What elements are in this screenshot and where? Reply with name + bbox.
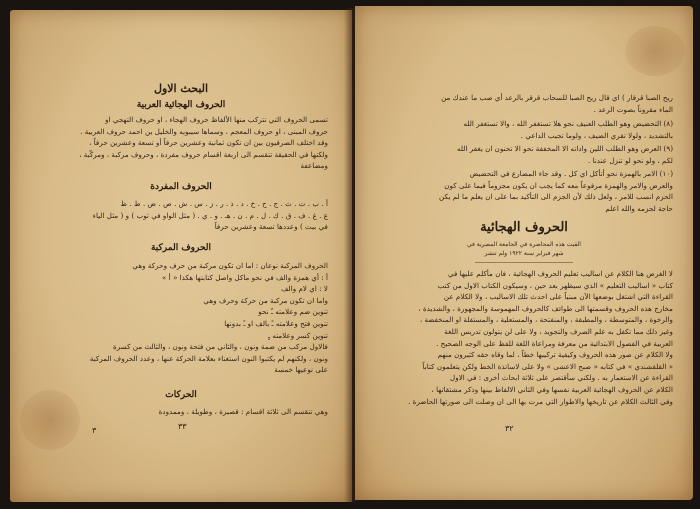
- text-line: تنوين فتح وعلامته ـً بالف او ـً بدونها: [224, 318, 328, 328]
- text-line: الحروف المركبة نوعان : اما ان تكون مركبة من حرف وحركة وهي: [132, 261, 328, 270]
- text-line: وفي الثالث الكلام عن تاريخها والاطوار التي مرت بها الى ان وصلت الى صورتها الحاضرة .: [408, 396, 673, 406]
- text-line: (١٠) الامر بالهمزة نحو أتأكل اي كل . وقد جاء المضارع في التحضيض: [469, 169, 673, 178]
- section-heading-compound: الحروف المركبة: [150, 243, 212, 253]
- text-line: القراءة التي اشتغل بوضعها الآن مبنياً على احدث تلك الاساليب ، ولا الكلام عن: [443, 292, 673, 302]
- compound-letters-block: [38, 260, 328, 376]
- text-line: « القلقشندي » في كتابه « صبح الاعشى » ولا على لاساتذة الخط ولكن يتعلمون كتاباً: [422, 361, 673, 371]
- text-line: أ . ب . ت . ث . ج . ح . خ . د . ذ . ر . ز . س . ش . ص . ض . ط . ظ: [120, 199, 328, 208]
- text-line: وغير ذلك مما تكفل به علم الصرف والتجويد ، ولا على لن يتولون تدريس اللغة: [444, 326, 673, 336]
- text-line: تنوين ضم وعلامته ـٌ نحو: [258, 307, 328, 317]
- text-line: ولا الكلام عن صور هذه الحروف وكيفية تركيبها خطاً ، لما وقاه حقه كثيرون منهم: [437, 350, 673, 360]
- text-line: الحزم انسب للامر ، ولعل ذلك لأن الجزم الى التأكيد بما على ان يعلم ما لم يكن: [439, 192, 673, 202]
- text-line: أ : أي همزة والف في نحو ماكل واصل كتابتها هكذا « أ »: [162, 272, 328, 282]
- text-line: مخارج هذه الحروف وقسمتها الى طوائف كالحروف المهموسة والمجهورة ، والشديدة ،: [418, 303, 673, 313]
- text-line: على نوعيها خمسة: [274, 365, 328, 375]
- left-page: [10, 10, 352, 502]
- page-number-left-secondary: ٣: [92, 426, 97, 435]
- item-9-block: [377, 143, 673, 166]
- text-line: وقد اختلف الصرفيون بين ان تكون ثمانية وعشرين حرفاً أو تسعة وعشرين حرفاً ،: [89, 138, 328, 148]
- note-line: القيت هذه المحاضرة في الجامعة المصرية في: [467, 241, 581, 248]
- text-line: والعرض والامر والهمزة مرفوعاً معه كما يجب ان يكون مجزوماً فيما على كون: [444, 180, 673, 190]
- text-line: في بيت ) وعددها تسعة وعشرين حرفاً: [214, 222, 328, 232]
- text-line: لا : اي لام والف: [281, 284, 328, 294]
- continuation-block: [377, 92, 673, 115]
- text-line: حاجة لجزمه والله اعلم: [605, 203, 673, 213]
- text-line: ومضاعفة: [300, 161, 328, 171]
- text-line: تنوين كسر وعلامته ـٍ: [267, 330, 328, 340]
- text-line: لكم ، ولو نحو لو تنزل عندنا .: [588, 155, 673, 165]
- text-line: (٩) العرض وهو الطلب اللين واداته الا المخففة نحو الا تحنون ان يغفر الله: [457, 144, 673, 153]
- item-8-block: [377, 118, 673, 141]
- right-page: [355, 6, 693, 500]
- text-line: وهي تنقسم الى ثلاثة اقسام : قصيرة ، وطويلة ، وممدودة: [158, 407, 328, 416]
- section-heading-vowels: الحركات: [165, 390, 197, 400]
- single-letters-block: [38, 198, 328, 233]
- vowels-block: [38, 406, 328, 418]
- text-line: ولكنها في الحقيقة تنقسم الى اربعة اقسام حروف مفردة ، وحروف مركبة ، ومركّبة ،: [79, 149, 328, 159]
- text-line: ع . غ . ف . ق . ك . ل . م . ن . هـ . و . ي . ( مثل الواو في ثوب ) و ( مثل الياء: [92, 210, 328, 220]
- left-page-title: البحث الاول: [153, 82, 209, 95]
- text-line: الماء مقروناً بصوت الرعد .: [593, 104, 673, 114]
- section-heading-single: الحروف المفردة: [150, 182, 212, 192]
- text-line: فالاول مركب من ضمة ونون ، والثاني من فتحة ونون ، والثالث من كسرة: [113, 342, 328, 352]
- text-line: ونون ، ولكنهم لم يكتبوا النون استغناء بعلامة الحركة عنها ، وعدد الحروف المركبة: [89, 353, 328, 363]
- note-line: شهر فبراير سنة ١٩٢٢ ولم تنشر: [484, 250, 564, 257]
- lecture-note: [415, 240, 633, 258]
- note-divider: [475, 262, 573, 263]
- page-number-right: ٣٢: [505, 424, 514, 433]
- main-body: [377, 268, 673, 407]
- page-number-left: ٣٣: [178, 422, 187, 431]
- text-line: القراءة عن الاستعمار به . ولكني سأقتصر على ثلاثة ابحاث أخرى : في الاول: [450, 373, 673, 383]
- text-line: واما ان تكون مركبة من حركة وحرف وهي: [203, 295, 328, 305]
- text-line: لا الغرض هنا الكلام عن اساليب تعليم الحروف الهجائية ، فان مأكلم عليها في: [447, 269, 673, 278]
- right-page-heading: الحروف الهجائية: [480, 220, 568, 235]
- text-line: ريح الصبا قرقار ) اي قال ريح الصبا للسحاب قرقر بالرعد أي صب ما عندك من: [441, 93, 673, 102]
- text-line: الكلام عن الحروف الهجائية العربية نفسها وفي الثاني الالفاظ بينها وذكر مشتقاتها ،: [431, 384, 673, 394]
- text-line: والرخوة ، والمتوسطة ، والمطبقة ، والمنفتحة ، والمستعلية ، والمستفلة او المنخفضة ،: [419, 315, 673, 325]
- text-line: العربية في الفصول الابتدائية من معرفة ومراعاة اللغة للفظ على الوجه الصحيح .: [436, 338, 673, 348]
- intro-paragraph: [38, 114, 328, 172]
- text-line: تسمى الحروف التي تتركب منها الألفاظ حروف الهجاء ، او حروف التهجي او: [105, 115, 328, 124]
- paper-stain: [625, 26, 685, 76]
- text-line: (٨) التحضيض وهو الطلب العنيف نحو هلا تستغفر الله ، والا تستغفر الله: [463, 119, 673, 128]
- text-line: حروف المبنى ، او حروف المعجم ، وسماها سيبويه والخليل بن احمد حروف العربية .: [80, 126, 328, 136]
- text-line: بالتشديد ، ولولا تقري الضيف ، ولوما تجيب الداعي .: [520, 130, 673, 140]
- left-page-subtitle: الحروف الهجائية العربية: [136, 100, 226, 110]
- text-line: كتاب « اساليب التعليم » الذي سيظهر بعد حين ، وسيكون الكتاب الاول من كتب: [437, 280, 673, 290]
- item-10-block: [377, 168, 673, 214]
